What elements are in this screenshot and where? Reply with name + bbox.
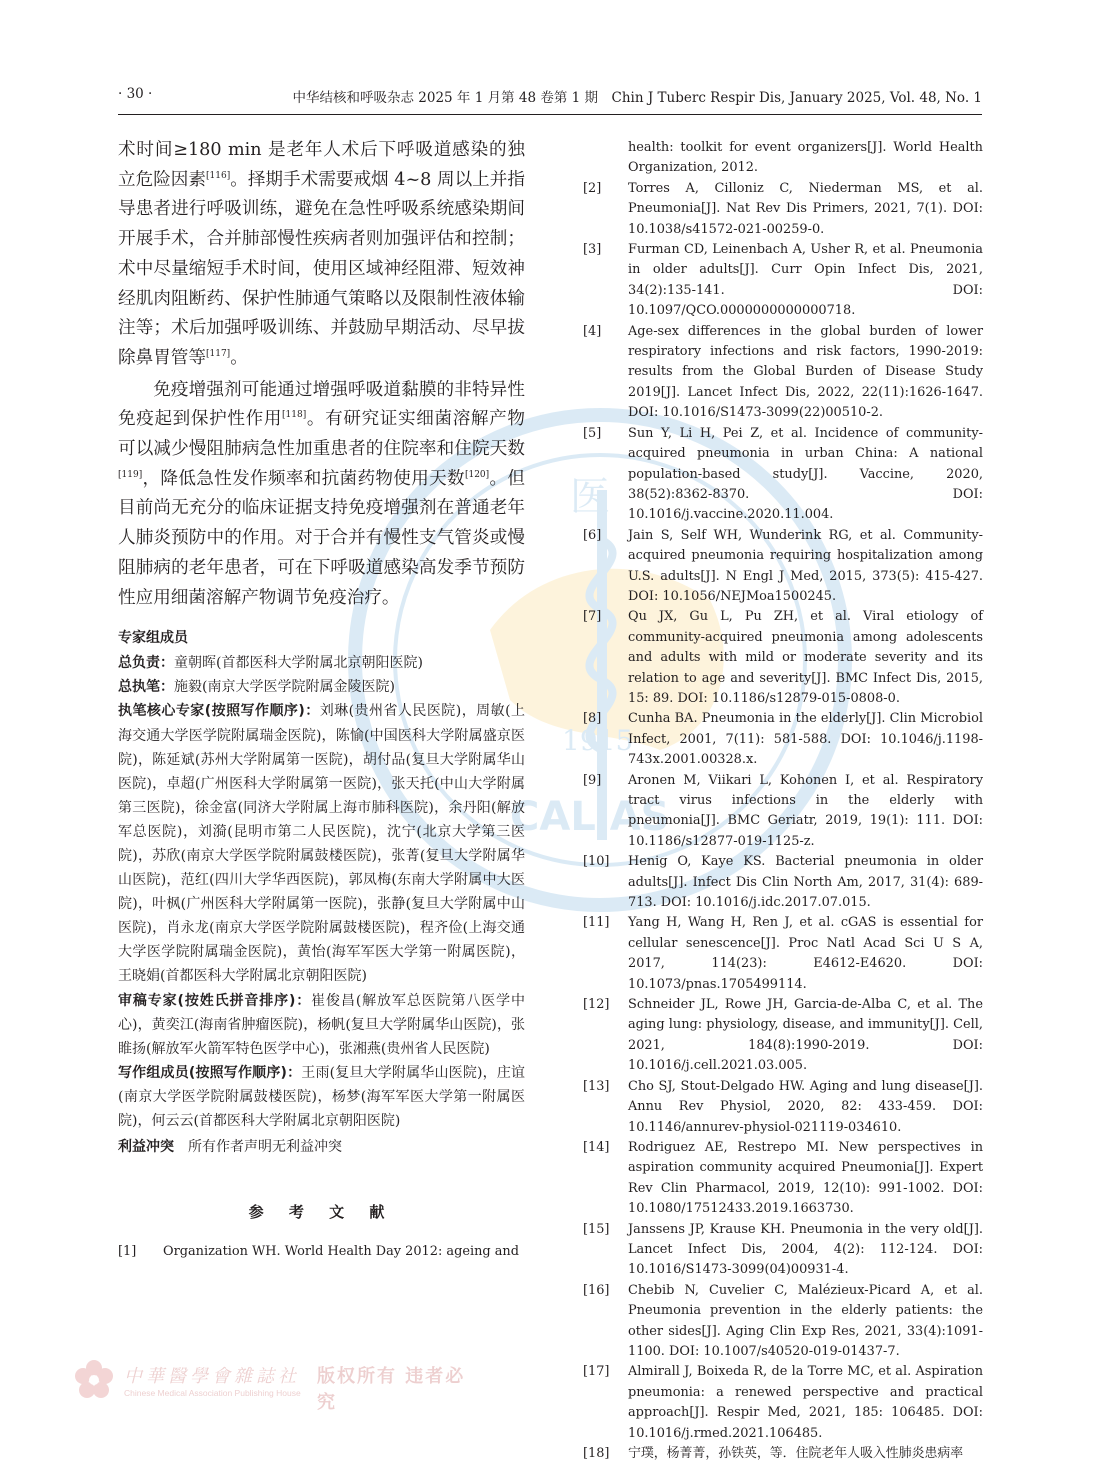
reference-number: [4] xyxy=(583,323,602,339)
reference-number: [15] xyxy=(583,1221,610,1237)
reference-item xyxy=(583,240,983,322)
reference-text: Cho SJ, Stout-Delgado HW. Aging and lung disease[J]. Annu Rev Physiol, 2020, 82: 433-459. DOI: 10.1146/annurev-physiol-021119-034610. xyxy=(628,1078,983,1135)
core-experts: 执笔核心专家(按照写作顺序)：刘琳(贵州省人民医院)，周敏(上海交通大学医学院附属瑞金医院)，陈愉(中国医科大学附属盛京医院)，陈延斌(苏州大学附属第一医院)，胡付品(复旦大学附属华山医院)，卓超(广州医科大学附属第一医院)，张天托(中山大学附属第三医院)，徐金富(同济大学附属上海市肺科医院)，余丹阳(解放军总医院)，刘漪(昆明市第二人民医院)，沈宁(北京大学第三医院)，苏欣(南京大学医学院附属鼓楼医院)，张菁(复旦大学附属华山医院)，范红(四川大学华西医院)，郭凤梅(东南大学附属中大医院)，叶枫(广州医科大学附属第一医院)，张静(复旦大学附属中山医院)，肖永龙(南京大学医学院附属鼓楼医院)，程齐俭(上海交通大学医学院附属瑞金医院)，黄怡(海军军医大学第一附属医院)，王晓娟(首都医科大学附属北京朝阳医院) xyxy=(118,703,525,985)
reference-item xyxy=(583,1362,983,1444)
reference-item xyxy=(583,1138,983,1220)
reference-number: [7] xyxy=(583,609,602,625)
reference-item xyxy=(583,913,983,995)
reference-text: Chebib N, Cuvelier C, Malézieux-Picard A, et al. Pneumonia prevention in the elderly patients: the other sides[J]. Aging Clin Exp Res, 2021, 33(4):1091-1100. DOI: 10.1007/s40520-019-01437-7. xyxy=(628,1282,983,1359)
page-number: · 30 · xyxy=(118,86,153,102)
reference-text: Henig O, Kaye KS. Bacterial pneumonia in older adults[J]. Infect Dis Clin North Am, 2017, 31(4): 689-713. DOI: 10.1016/j.idc.2017.07.015. xyxy=(628,854,983,911)
body-paragraph-2: 免疫增强剂可能通过增强呼吸道黏膜的非特异性免疫起到保护性作用[118]。有研究证实细菌溶解产物可以减少慢阻肺病急性加重患者的住院率和住院天数[119]，降低急性发作频率和抗菌药物使用天数[120]。但目前尚无充分的临床证据支持免疫增强剂在普通老年人肺炎预防中的作用。对于合并有慢性支气管炎或慢阻肺病的老年患者，可在下呼吸道感染高发季节预防性应用细菌溶解产物调节免疫治疗。 xyxy=(118,379,525,608)
reference-1: [1] Organization WH. World Health Day 2012: ageing and xyxy=(118,1244,519,1260)
reference-item xyxy=(583,1077,983,1138)
reference-number: [16] xyxy=(583,1282,610,1298)
running-header xyxy=(118,86,982,108)
reference-number: [11] xyxy=(583,915,610,931)
reference-text: Yang H, Wang H, Ren J, et al. cGAS is essential for cellular senescence[J]. Proc Natl Acad Sci U S A, 2017, 114(23): E4612-E4620. DOI: 10.1073/pnas.1705499114. xyxy=(628,915,983,992)
chief-writer: 总执笔：施毅(南京大学医学院附属金陵医院) xyxy=(118,679,395,696)
body-paragraph-1: 术时间≥180 min 是老年人术后下呼吸道感染的独立危险因素[116]。择期手术需要戒烟 4~8 周以上并指导患者进行呼吸训练，避免在急性呼吸系统感染期间开展手术，合并肺部慢性疾病者则加强评估和控制；术中尽量缩短手术时间，使用区域神经阻滞、短效神经肌肉阻断药、保护性肺通气策略以及限制性液体输注等；术后加强呼吸训练、并鼓励早期活动、尽早拔除鼻胃管等[117]。 xyxy=(118,140,525,368)
reference-text: Almirall J, Boixeda R, de la Torre MC, et al. Aspiration pneumonia: a renewed perspective and practical approach[J]. Respir Med, 2021, 185: 106485. DOI: 10.1016/j.rmed.2021.106485. xyxy=(628,1364,983,1441)
reference-number: [8] xyxy=(583,711,602,727)
reference-text: Sun Y, Li H, Pei Z, et al. Incidence of community-acquired pneumonia in urban China: A national population-based study[J]. Vaccine, 2020, 38(52):8362-8370. DOI: 10.1016/j.vaccine.2020.11.004. xyxy=(628,425,983,523)
reference-number: [18] xyxy=(583,1446,610,1461)
reference-text: Jain S, Self WH, Wunderink RG, et al. Community-acquired pneumonia requiring hospitalization among U.S. adults[J]. N Engl J Med, 2015, 373(5): 415-427. DOI: 10.1056/NEJMoa1500245. xyxy=(628,527,983,604)
publisher-logo xyxy=(62,1352,482,1412)
reference-list xyxy=(583,179,983,1465)
chief-responsible: 总负责：童朝晖(首都医科大学附属北京朝阳医院) xyxy=(118,655,423,672)
reference-item xyxy=(583,526,983,608)
journal-citation: 中华结核和呼吸杂志 2025 年 1 月第 48 卷第 1 期 Chin J Tuberc Respir Dis, January 2025, Vol. 48, No. 1 xyxy=(292,90,982,106)
right-column xyxy=(583,138,983,1464)
reference-item xyxy=(583,1444,983,1464)
reference-1-continued: health: toolkit for event organizers[J]. World Health Organization, 2012. xyxy=(628,140,983,176)
reference-number: [12] xyxy=(583,997,610,1013)
header-rule xyxy=(118,114,982,115)
reference-item xyxy=(583,322,983,424)
reference-text: 宁璞，杨菁菁，孙铁英，等．住院老年人吸入性肺炎患病率 xyxy=(628,1446,964,1461)
reference-item xyxy=(583,852,983,913)
reference-text: Age-sex differences in the global burden of lower respiratory infections and risk factors, 1990-2019: results from the Global Burden of Disease Study 2019[J]. Lancet Infect Dis, 2022, 22(11):1626-1647. DOI: 10.1016/S1473-3099(22)00510-2. xyxy=(628,323,983,421)
reference-number: [2] xyxy=(583,180,602,196)
reference-number: [10] xyxy=(583,854,610,870)
writing-group: 写作组成员(按照写作顺序)：王雨(复旦大学附属华山医院)，庄谊(南京大学医学院附属鼓楼医院)，杨梦(海军军医大学第一附属医院)，何云云(首都医科大学附属北京朝阳医院) xyxy=(118,1064,525,1130)
publisher-name-en: Chinese Medical Association Publishing House xyxy=(124,1388,301,1398)
reference-number: [14] xyxy=(583,1139,610,1155)
experts-heading: 专家组成员 xyxy=(118,630,188,647)
reference-text: Aronen M, Viikari L, Kohonen I, et al. Respiratory tract virus infections in the elderly with pneumonia[J]. BMC Geriatr, 2019, 19(1): 111. DOI: 10.1186/s12877-019-1125-z. xyxy=(628,772,983,849)
reference-item xyxy=(583,1281,983,1363)
copyright-notice: 版权所有 违者必究 xyxy=(317,1366,466,1413)
reference-text: Torres A, Cilloniz C, Niederman MS, et al. Pneumonia[J]. Nat Rev Dis Primers, 2021, 7(1). DOI: 10.1038/s41572-021-00259-0. xyxy=(628,180,983,237)
left-column xyxy=(118,136,525,1263)
reference-item xyxy=(583,771,983,853)
reference-text: Qu JX, Gu L, Pu ZH, et al. Viral etiology of community-acquired pneumonia among adolescents and adults with mild or moderate severity and its relation to age and severity[J]. BMC Infect Dis, 2015, 15: 89. DOI: 10.1186/s12879-015-0808-0. xyxy=(628,609,983,706)
svg-text:1915: 1915 xyxy=(562,724,634,757)
publisher-name-cn: 中華醫學會雜誌社 xyxy=(124,1366,300,1387)
reference-number: [5] xyxy=(583,425,602,441)
svg-text:CAL AS: CAL AS xyxy=(510,794,670,840)
reference-item xyxy=(583,995,983,1077)
reference-text: Janssens JP, Krause KH. Pneumonia in the very old[J]. Lancet Infect Dis, 2004, 4(2): 112-124. DOI: 10.1016/S1473-3099(04)00931-4. xyxy=(628,1221,983,1278)
reference-item xyxy=(583,179,983,240)
reference-item xyxy=(583,424,983,526)
review-experts: 审稿专家(按姓氏拼音排序)：崔俊昌(解放军总医院第八医学中心)，黄奕江(海南省肿瘤医院)，杨帆(复旦大学附属华山医院)，张睢扬(解放军火箭军特色医学中心)，张湘燕(贵州省人民医院) xyxy=(118,992,526,1057)
flower-icon xyxy=(72,1358,116,1402)
conflict-of-interest: 利益冲突 所有作者声明无利益冲突 xyxy=(118,1139,342,1156)
reference-number: [13] xyxy=(583,1078,610,1094)
reference-number: [17] xyxy=(583,1364,610,1380)
reference-text: Rodriguez AE, Restrepo MI. New perspectives in aspiration community acquired Pneumonia[J]. Expert Rev Clin Pharmacol, 2019, 12(10): 991-1002. DOI: 10.1080/17512433.2019.1663730. xyxy=(628,1139,983,1217)
reference-number: [9] xyxy=(583,772,602,788)
reference-text: Furman CD, Leinenbach A, Usher R, et al. Pneumonia in older adults[J]. Curr Opin Infect Dis, 2021, 34(2):135-141. DOI: 10.1097/QCO.0000000000000718. xyxy=(628,242,983,319)
reference-number: [6] xyxy=(583,527,602,543)
reference-item xyxy=(583,607,983,709)
references-title: 参 考 文 献 xyxy=(248,1203,395,1222)
reference-item xyxy=(583,709,983,770)
reference-item xyxy=(583,1220,983,1281)
svg-text:医: 医 xyxy=(570,474,610,520)
reference-text: Cunha BA. Pneumonia in the elderly[J]. Clin Microbiol Infect, 2001, 7(11): 581-588. DOI: 10.1046/j.1198-743x.2001.00328.x. xyxy=(628,711,983,768)
reference-text: Schneider JL, Rowe JH, Garcia-de-Alba C, et al. The aging lung: physiology, disease, and immunity[J]. Cell, 2021, 184(8):1990-2019. DOI: 10.1016/j.cell.2021.03.005. xyxy=(628,997,983,1074)
reference-number: [3] xyxy=(583,242,602,258)
